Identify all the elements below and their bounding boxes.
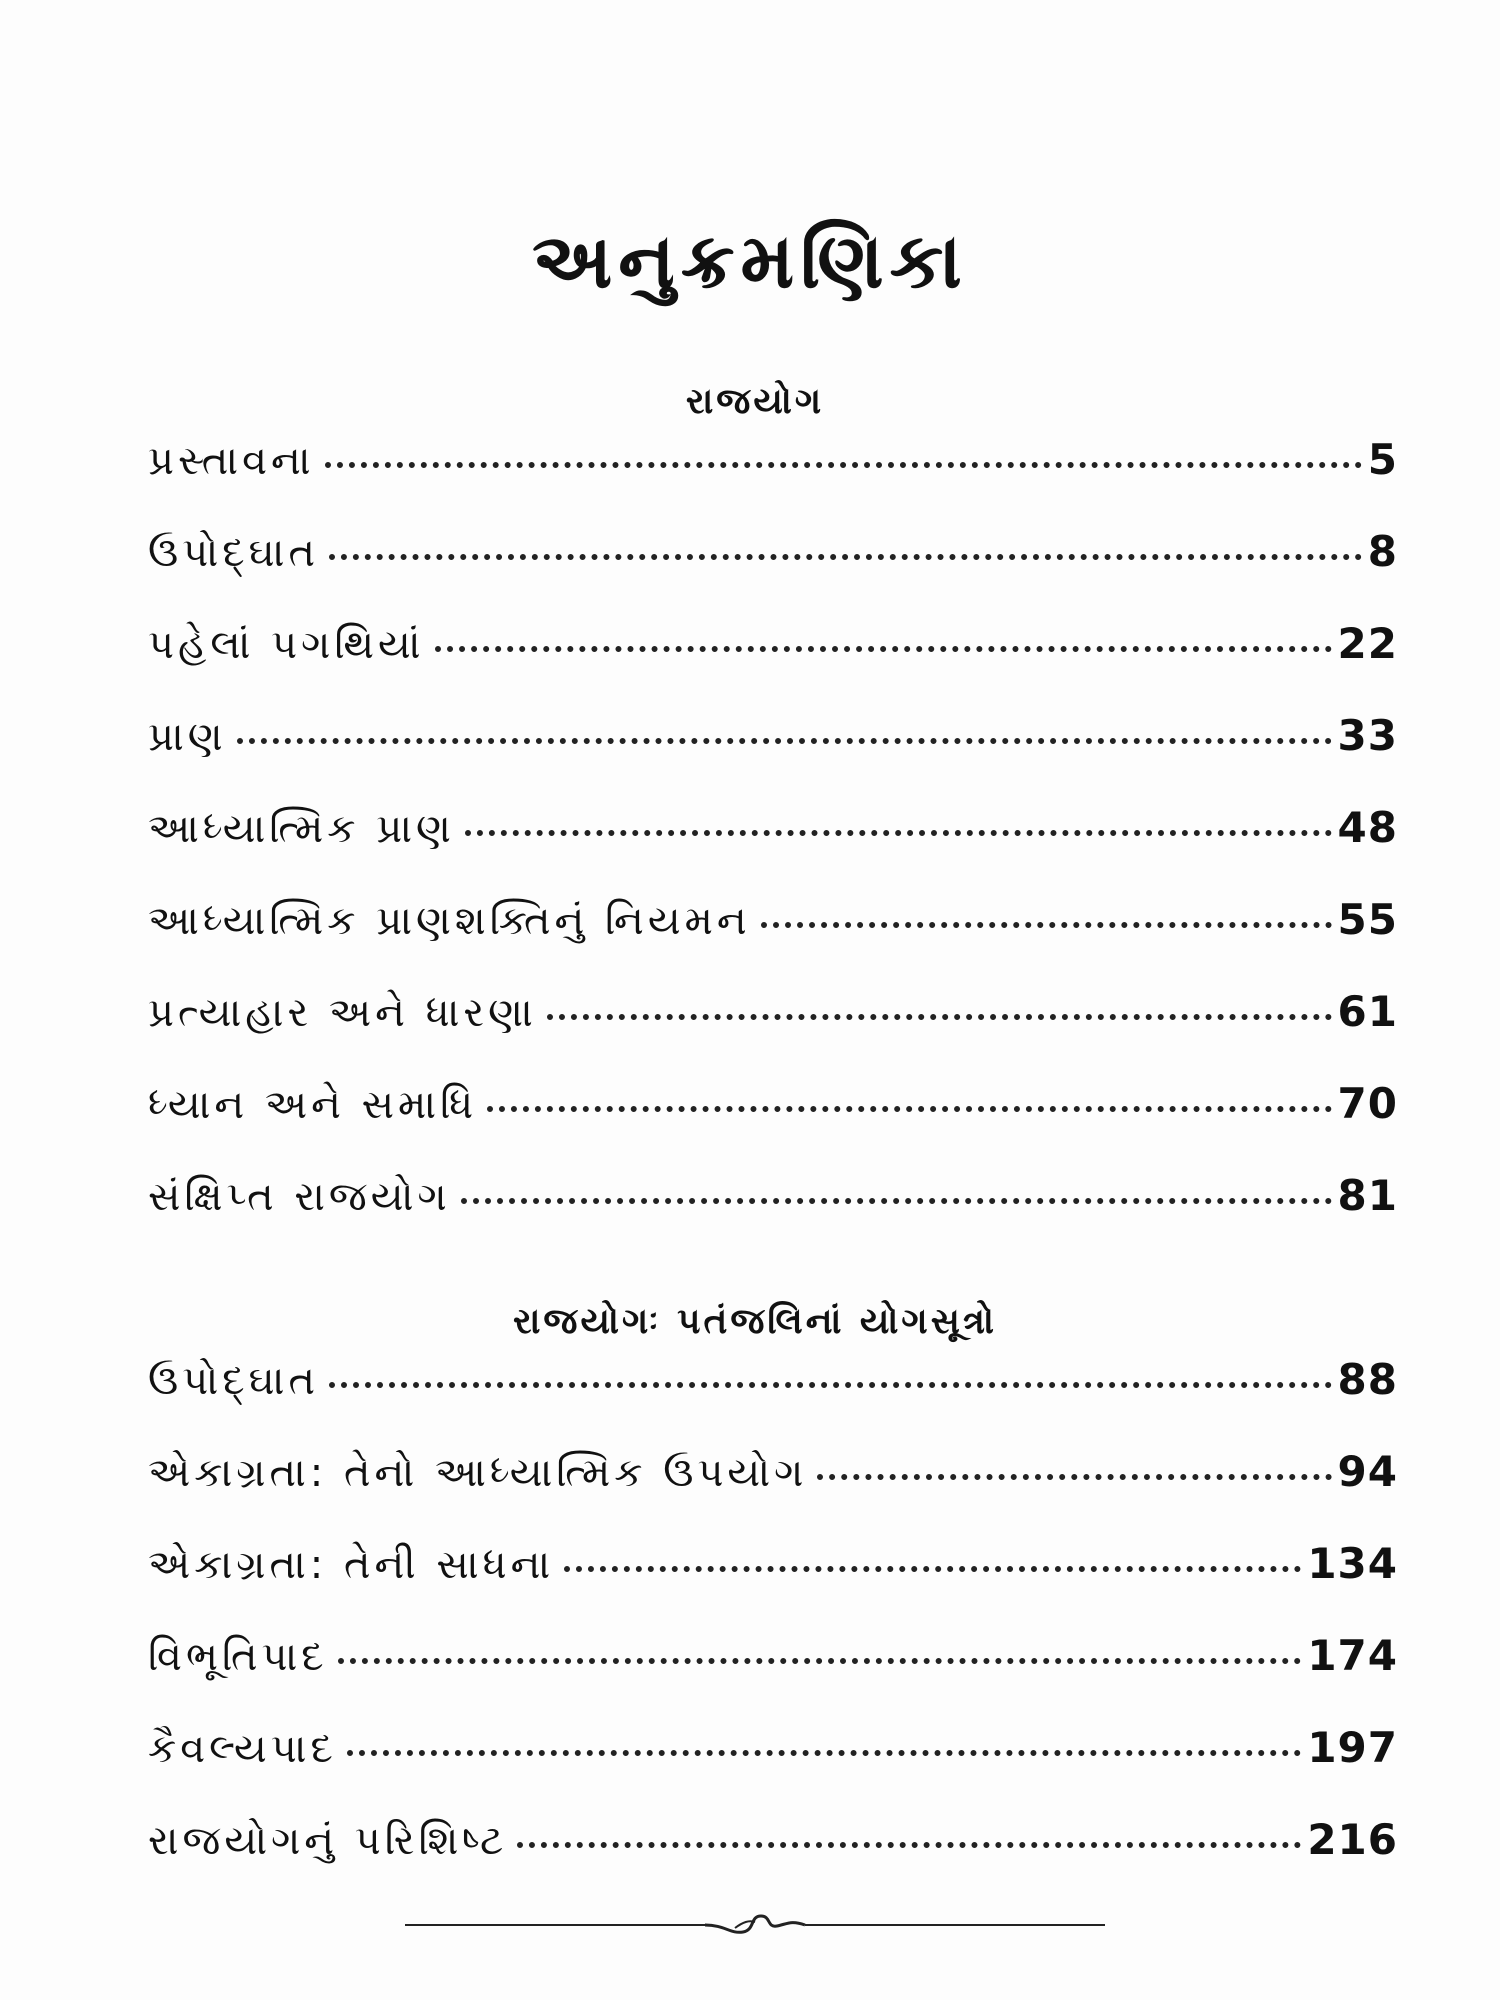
toc-entry-page: 216	[1307, 1815, 1398, 1864]
toc-entry-title: કૈવલ્યપાદ	[148, 1726, 337, 1772]
dot-leader	[329, 554, 1362, 560]
toc-entry[interactable]	[148, 982, 1398, 1074]
toc-entry-title: ઉપોદ્ઘાત	[148, 530, 319, 576]
toc-entry-page: 70	[1337, 1079, 1398, 1128]
toc-entry[interactable]	[148, 522, 1398, 614]
toc-list-yogasutras	[148, 1350, 1398, 1902]
toc-entry-title: પ્રાણ	[148, 714, 227, 760]
dot-leader	[237, 738, 1332, 744]
toc-entry[interactable]	[148, 706, 1398, 798]
toc-entry-title: વિભૂતિપાદ	[148, 1634, 328, 1680]
toc-entry-page: 174	[1307, 1631, 1398, 1680]
toc-entry-title: સંક્ષિપ્ત રાજયોગ	[148, 1174, 451, 1220]
toc-entry[interactable]	[148, 1166, 1398, 1258]
toc-list-rajyoga	[148, 430, 1398, 1258]
toc-entry-title: પહેલાં પગથિયાં	[148, 622, 425, 668]
toc-entry[interactable]	[148, 1442, 1398, 1534]
toc-entry[interactable]	[148, 1534, 1398, 1626]
toc-entry-page: 22	[1337, 619, 1398, 668]
toc-entry-page: 48	[1337, 803, 1398, 852]
section-heading-yogasutras: રાજયોગઃ પતંજલિનાં યોગસૂત્રો	[513, 1300, 997, 1342]
toc-entry-title: ઉપોદ્ઘાત	[148, 1358, 319, 1404]
dot-leader	[487, 1106, 1331, 1112]
toc-entry-page: 5	[1367, 435, 1398, 484]
toc-entry-page: 94	[1337, 1447, 1398, 1496]
toc-entry-page: 33	[1337, 711, 1398, 760]
dot-leader	[761, 922, 1332, 928]
toc-entry[interactable]	[148, 430, 1398, 522]
dot-leader	[564, 1566, 1301, 1572]
toc-entry[interactable]	[148, 1626, 1398, 1718]
toc-entry-page: 81	[1337, 1171, 1398, 1220]
toc-entry-title: ધ્યાન અને સમાધિ	[148, 1082, 478, 1128]
toc-entry[interactable]	[148, 798, 1398, 890]
dot-leader	[338, 1658, 1302, 1664]
dot-leader	[817, 1474, 1331, 1480]
toc-entry-page: 55	[1337, 895, 1398, 944]
section-heading-rajyoga: રાજયોગ	[685, 380, 825, 422]
toc-entry-title: રાજયોગનું પરિશિષ્ટ	[148, 1818, 508, 1864]
toc-entry[interactable]	[148, 1718, 1398, 1810]
toc-entry-title: આધ્યાત્મિક પ્રાણ	[148, 806, 455, 852]
dot-leader	[517, 1842, 1301, 1848]
dot-leader	[461, 1198, 1332, 1204]
dot-leader	[325, 462, 1362, 468]
page-title: અનુક્રમણિકા	[532, 215, 968, 305]
toc-entry[interactable]	[148, 1350, 1398, 1442]
dot-leader	[329, 1382, 1332, 1388]
toc-entry[interactable]	[148, 890, 1398, 982]
dot-leader	[547, 1014, 1332, 1020]
toc-entry[interactable]	[148, 614, 1398, 706]
toc-entry-title: પ્રત્યાહાર અને ધારણા	[148, 990, 537, 1036]
dot-leader	[347, 1750, 1301, 1756]
dot-leader	[465, 830, 1332, 836]
toc-entry[interactable]	[148, 1810, 1398, 1902]
toc-entry-page: 134	[1307, 1539, 1398, 1588]
flourish-divider-icon	[405, 1910, 1105, 1940]
toc-entry-title: એકાગ્રતા: તેનો આધ્યાત્મિક ઉપયોગ	[148, 1450, 808, 1496]
toc-entry-page: 61	[1337, 987, 1398, 1036]
toc-entry-page: 8	[1367, 527, 1398, 576]
dot-leader	[435, 646, 1332, 652]
toc-entry-title: પ્રસ્તાવના	[148, 438, 315, 484]
toc-entry[interactable]	[148, 1074, 1398, 1166]
toc-entry-page: 88	[1337, 1355, 1398, 1404]
toc-entry-title: આધ્યાત્મિક પ્રાણશક્તિનું નિયમન	[148, 898, 751, 944]
toc-entry-title: એકાગ્રતા: તેની સાધના	[148, 1542, 555, 1588]
toc-entry-page: 197	[1307, 1723, 1398, 1772]
